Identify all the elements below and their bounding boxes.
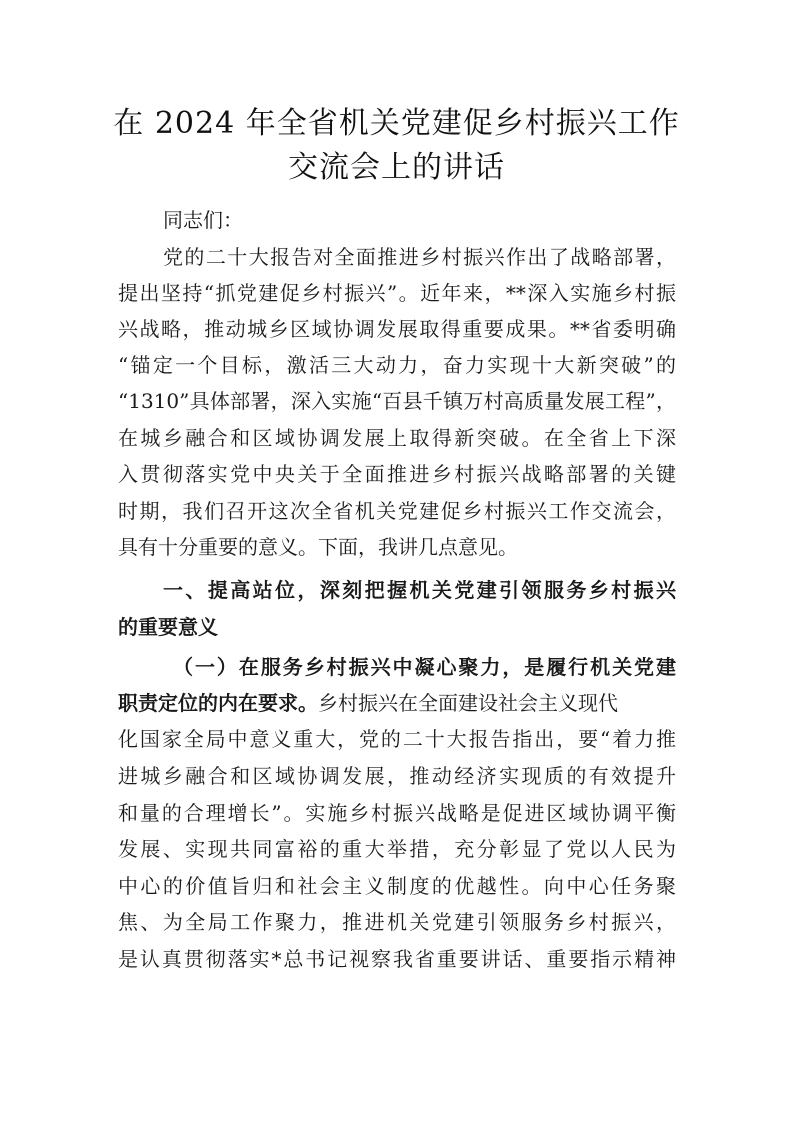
paragraph-line: “锚定一个目标，激活三大动力，奋力实现十大新突破”的 [118,353,676,377]
subsection-heading-tail: 职责定位的内在要求。 [118,691,318,715]
paragraph-line: 中心的价值旨归和社会主义制度的优越性。向中心任务聚 [118,874,676,898]
section-heading-line: 的重要意义 [118,615,218,639]
paragraph-line: 时期，我们召开这次全省机关党建促乡村振兴工作交流会， [118,499,676,523]
paragraph-line: 在城乡融合和区域协调发展上取得新突破。在全省上下深 [118,426,676,450]
paragraph-line: 提出坚持“抓党建促乡村振兴”。近年来，**深入实施乡村振 [118,281,676,305]
section-heading-line: 一、提高站位，深刻把握机关党建引领服务乡村振兴 [163,578,676,602]
paragraph-line: 具有十分重要的意义。下面，我讲几点意见。 [118,535,518,559]
paragraph-line: 焦、为全局工作聚力，推进机关党建引领服务乡村振兴， [118,910,676,934]
document-title-line-1: 在 2024 年全省机关党建促乡村振兴工作 [113,106,680,141]
paragraph-line: 是认真贯彻落实*总书记视察我省重要讲话、重要指示精神 [118,947,676,971]
subsection-mixed-line [118,686,676,720]
paragraph-line: 和量的合理增长”。实施乡村振兴战略是促进区域协调平衡 [118,801,676,825]
paragraph-line: 化国家全局中意义重大，党的二十大报告指出，要“着力推 [118,727,676,751]
paragraph-text: 乡村振兴在全面建设社会主义现代 [318,691,618,715]
paragraph-line: “1310”具体部署，深入实施“百县千镇万村高质量发展工程”， [118,389,676,413]
paragraph-line: 兴战略，推动城乡区域协调发展取得重要成果。**省委明确 [118,317,676,341]
paragraph-line: 入贯彻落实党中央关于全面推进乡村振兴战略部署的关键 [118,462,676,486]
paragraph-line: 党的二十大报告对全面推进乡村振兴作出了战略部署， [163,245,676,269]
salutation: 同志们： [163,208,243,232]
paragraph-line: 进城乡融合和区域协调发展，推动经济实现质的有效提升 [118,764,676,788]
document-title-line-2: 交流会上的讲话 [288,150,505,185]
subsection-heading-line: （一）在服务乡村振兴中凝心聚力，是履行机关党建 [173,655,676,679]
paragraph-line: 发展、实现共同富裕的重大举措，充分彰显了党以人民为 [118,837,676,861]
